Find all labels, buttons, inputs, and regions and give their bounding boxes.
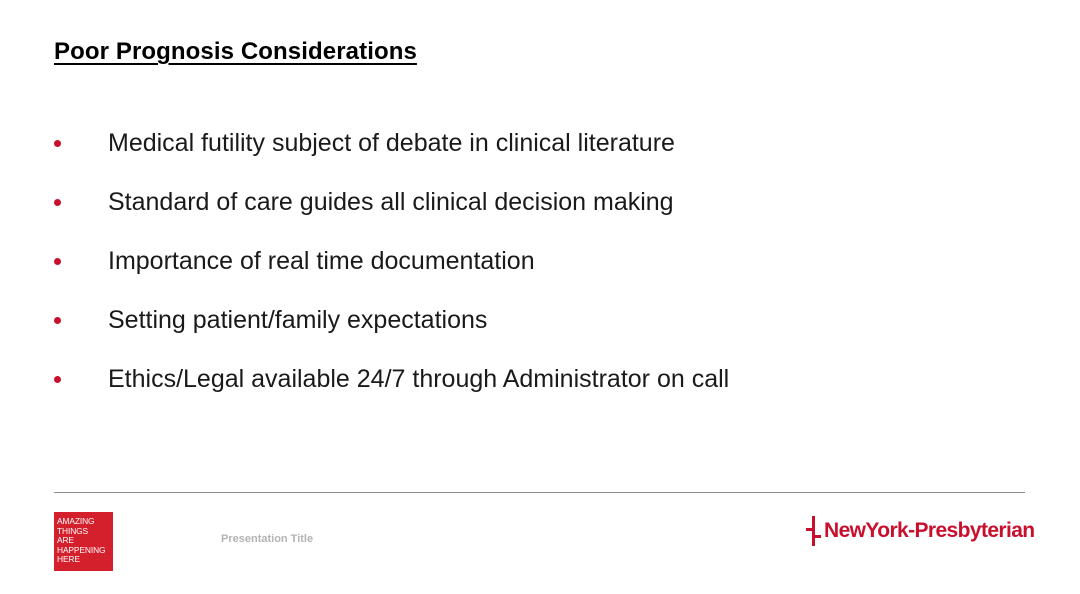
presentation-title: Presentation Title [221, 533, 314, 545]
footer-divider [54, 492, 1025, 493]
badge-line: THINGS [57, 525, 89, 536]
badge-line: AMAZING [57, 516, 95, 526]
badge-line: ARE [57, 535, 74, 546]
bullet-dot-icon [54, 199, 61, 206]
bullet-dot-icon [54, 317, 61, 324]
amazing-things-badge [54, 512, 113, 571]
nyp-logo-mark-icon [806, 516, 822, 546]
nyp-logo [806, 516, 1035, 546]
bullet-dot-icon [54, 140, 61, 147]
logo-text: NewYork-Presbyterian [824, 519, 1035, 542]
bullet-text: Ethics/Legal available 24/7 through Administrator on call [108, 365, 730, 393]
slide-title: Poor Prognosis Considerations [54, 38, 417, 65]
badge-line: HAPPENING [57, 544, 106, 555]
bullet-text: Setting patient/family expectations [108, 306, 488, 334]
badge-line: HERE [57, 554, 80, 565]
bullet-text: Standard of care guides all clinical decision making [108, 188, 674, 216]
bullet-text: Medical futility subject of debate in clinical literature [108, 129, 675, 157]
bullet-text: Importance of real time documentation [108, 247, 535, 275]
bullet-dot-icon [54, 376, 61, 383]
bullet-dot-icon [54, 258, 61, 265]
